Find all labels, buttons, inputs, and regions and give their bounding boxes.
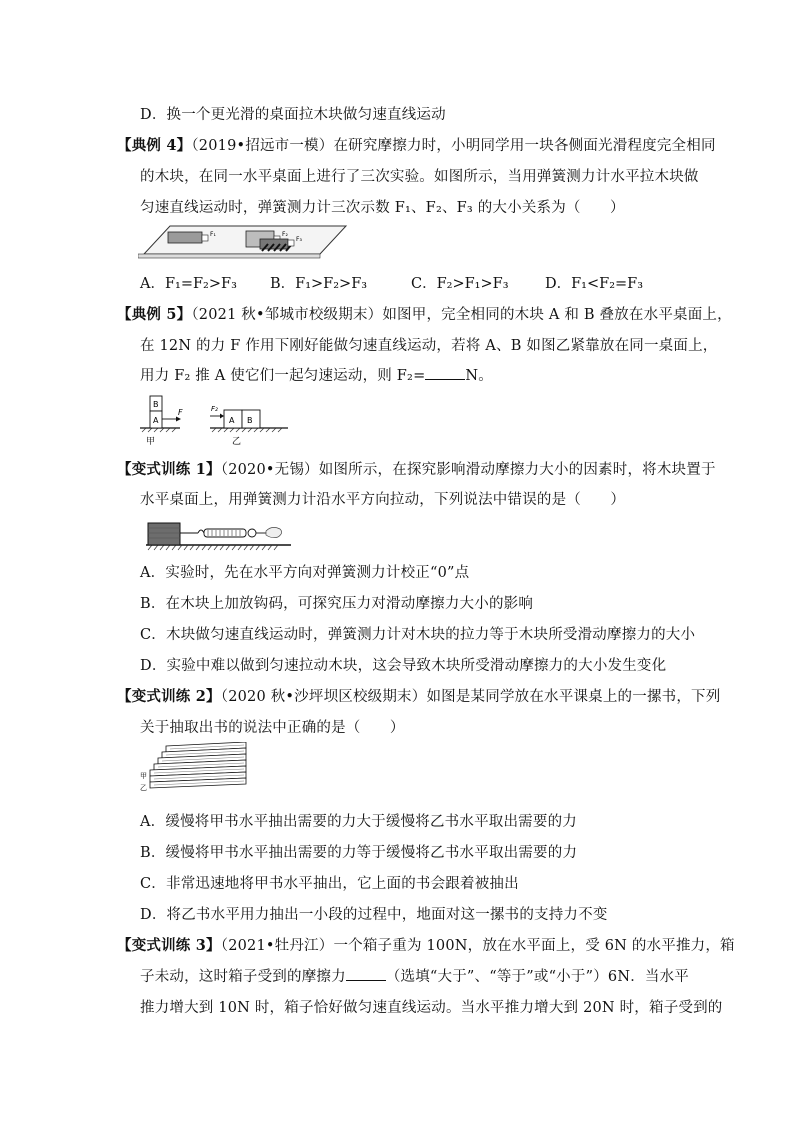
- training2-tag: 【变式训练 2】: [117, 688, 221, 705]
- example4-option-b: B．F₁>F₂>F₃: [270, 276, 368, 292]
- training3-text2b: （选填“大于”、“等于”或“小于”）6N．当水平: [385, 969, 690, 985]
- example4-tag: 【典例 4】: [117, 137, 192, 154]
- training1-line2: 水平桌面上，用弹簧测力计沿水平方向拉动，下列说法中错误的是（ ）: [140, 492, 626, 508]
- training3-tag: 【变式训练 3】: [117, 937, 221, 954]
- example4-option-d: D．F₁<F₂=F₃: [545, 276, 644, 292]
- example4-line2: 的木块，在同一水平桌面上进行了三次实验。如图所示，当用弹簧测力计水平拉木块做: [140, 169, 699, 185]
- fig-label-f2: F₂: [282, 231, 288, 238]
- training3-answer-blank[interactable]: [346, 968, 386, 981]
- fig-block-b: B: [153, 400, 159, 409]
- example5-answer-blank[interactable]: [425, 367, 465, 380]
- training2-option-a: A．缓慢将甲书水平抽出需要的力大于缓慢将乙书水平取出需要的力: [140, 814, 577, 830]
- training1-figure: [146, 515, 296, 553]
- fig-force-f: F: [178, 408, 183, 417]
- fig2-block-a: A: [229, 416, 235, 425]
- training3-line1: [117, 934, 735, 955]
- training1-option-c: C．木块做匀速直线运动时，弹簧测力计对木块的拉力等于木块所受滑动摩擦力的大小: [140, 627, 696, 643]
- training1-line1: [117, 458, 716, 479]
- training2-line1: [117, 685, 720, 706]
- fig-force-f2: F₂: [211, 405, 218, 413]
- example5-text3b: N。: [465, 368, 494, 384]
- training3-line2: [140, 965, 689, 986]
- fig-label-yi: 乙: [232, 437, 242, 447]
- fig2-block-b: B: [247, 416, 253, 425]
- training2-option-c: C．非常迅速地将甲书水平抽出，它上面的书会跟着被抽出: [140, 876, 519, 892]
- example4-option-c: C．F₂>F₁>F₃: [411, 276, 509, 292]
- fig-book-jia: 甲: [140, 772, 147, 780]
- training1-tag: 【变式训练 1】: [117, 461, 221, 478]
- example5-text3a: 用力 F₂ 推 A 使它们一起匀速运动，则 F₂=: [140, 368, 426, 384]
- fig-label-f1: F₁: [210, 231, 216, 238]
- example5-line3: [140, 364, 493, 385]
- example5-tag: 【典例 5】: [117, 306, 192, 323]
- example5-line1: [117, 303, 732, 324]
- fig-label-jia: 甲: [146, 437, 156, 447]
- training1-option-b: B．在木块上加放钩码，可探究压力对滑动摩擦力大小的影响: [140, 596, 534, 612]
- training2-text1: （2020 秋•沙坪坝区校级期末）如图是某同学放在水平课桌上的一摞书，下列: [220, 689, 721, 705]
- example4-line1: [117, 134, 716, 155]
- training1-text1: （2020•无锡）如图所示，在探究影响滑动摩擦力大小的因素时，将木块置于: [220, 462, 716, 478]
- example5-text1: （2021 秋•邹城市校级期末）如图甲，完全相同的木块 A 和 B 叠放在水平桌面上，: [191, 307, 732, 323]
- training2-line2: 关于抽取出书的说法中正确的是（ ）: [140, 720, 405, 736]
- training1-option-a: A．实验时，先在水平方向对弹簧测力计校正“0”点: [140, 565, 470, 581]
- training2-figure: [140, 742, 252, 800]
- training2-option-b: B．缓慢将甲书水平抽出需要的力等于缓慢将乙书水平取出需要的力: [140, 845, 578, 861]
- example4-figure: [138, 222, 348, 262]
- training3-text1: （2021•牡丹江）一个箱子重为 100N，放在水平面上，受 6N 的水平推力，箱: [220, 938, 735, 954]
- fig-book-yi: 乙: [140, 784, 147, 792]
- example4-line3: 匀速直线运动时，弹簧测力计三次示数 F₁、F₂、F₃ 的大小关系为（ ）: [140, 200, 625, 216]
- prev-option-d: D．换一个更光滑的桌面拉木块做匀速直线运动: [140, 107, 446, 123]
- example4-option-a: A．F₁=F₂>F₃: [140, 276, 237, 292]
- training3-line3: 推力增大到 10N 时，箱子恰好做匀速直线运动。当水平推力增大到 20N 时，箱子受到的: [140, 1000, 723, 1016]
- example5-figure: [138, 392, 298, 450]
- fig-label-f3: F₃: [296, 236, 302, 243]
- example4-text1: （2019•招远市一模）在研究摩擦力时，小明同学用一块各侧面光滑程度完全相同: [191, 138, 716, 154]
- example5-line2: 在 12N 的力 F 作用下刚好能做匀速直线运动，若将 A、B 如图乙紧靠放在同一桌面上，: [140, 338, 718, 354]
- fig-block-a: A: [153, 416, 159, 425]
- training1-option-d: D．实验中难以做到匀速拉动木块，这会导致木块所受滑动摩擦力的大小发生变化: [140, 658, 667, 674]
- training2-option-d: D．将乙书水平用力抽出一小段的过程中，地面对这一摞书的支持力不变: [140, 907, 608, 923]
- training3-text2a: 子未动，这时箱子受到的摩擦力: [140, 969, 346, 985]
